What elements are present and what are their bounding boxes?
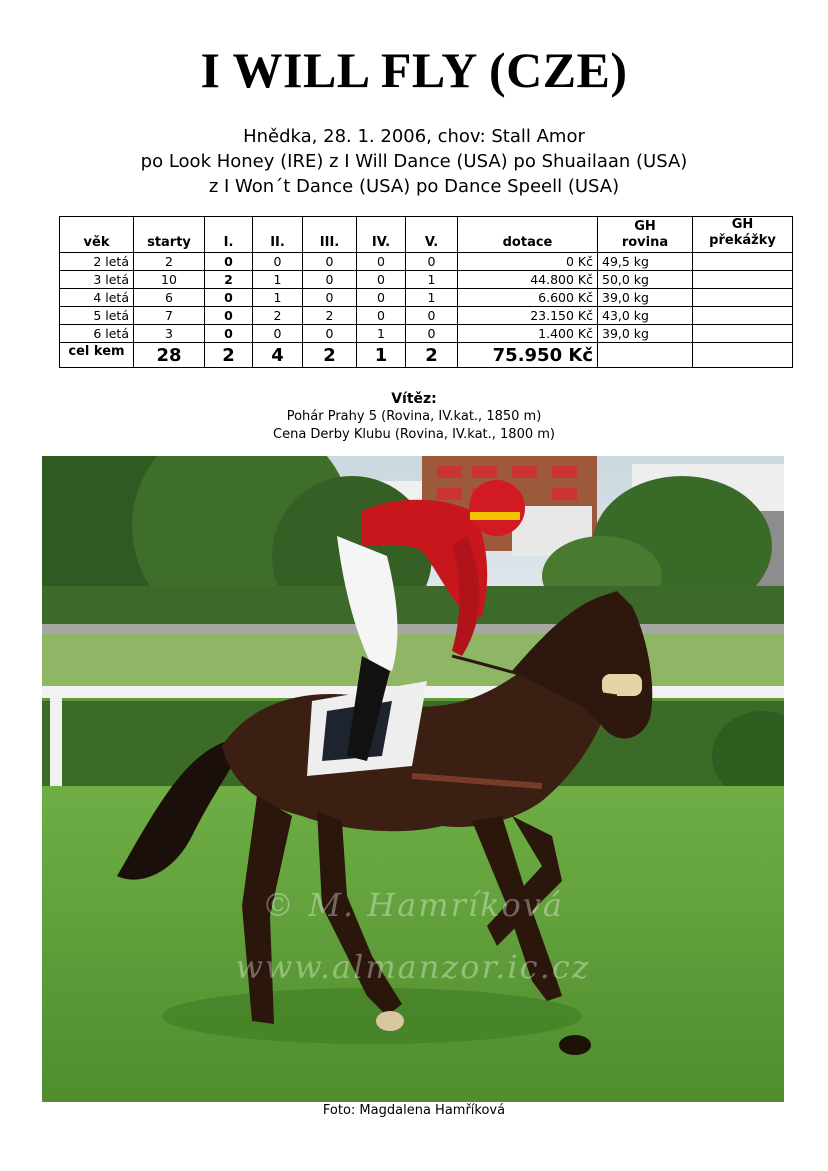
table-row [60, 325, 793, 343]
cell-third: 0 [303, 253, 357, 271]
watermark-copyright: © M. Hamríková [262, 886, 564, 924]
cell-age: 3 letá [60, 271, 134, 289]
table-row [60, 271, 793, 289]
cell-first: 0 [205, 325, 253, 343]
cell-gh-flat: 49,5 kg [598, 253, 693, 271]
horse-info-line-2: po Look Honey (IRE) z I Will Dance (USA) po Shuailaan (USA) [140, 151, 688, 172]
col-header-fifth: V. [406, 217, 458, 253]
cell-second: 0 [253, 325, 303, 343]
cell-second: 1 [253, 289, 303, 307]
col-header-prize: dotace [458, 217, 598, 253]
cell-third: 0 [303, 271, 357, 289]
photo-caption: Foto: Magdalena Hamříková [322, 1103, 506, 1118]
gh-jumps-line-1: GH [731, 217, 754, 232]
cell-starts: 10 [134, 271, 205, 289]
horse-info [0, 124, 828, 199]
horse-name: I WILL FLY (CZE) [200, 42, 628, 98]
total-prize: 75.950 Kč [458, 343, 598, 368]
horse-photo [42, 456, 784, 1102]
total-gh-jumps [693, 343, 793, 368]
gh-flat-line-2: rovina [621, 235, 669, 250]
col-header-starts: starty [134, 217, 205, 253]
watermark-url: www.almanzor.ic.cz [235, 948, 591, 986]
col-header-first: I. [205, 217, 253, 253]
cell-fifth: 1 [406, 271, 458, 289]
total-first: 2 [205, 343, 253, 368]
cell-gh-flat: 39,0 kg [598, 289, 693, 307]
cell-prize: 23.150 Kč [458, 307, 598, 325]
cell-fifth: 0 [406, 325, 458, 343]
cell-gh-jumps [693, 289, 793, 307]
total-second: 4 [253, 343, 303, 368]
cell-starts: 7 [134, 307, 205, 325]
cell-first: 2 [205, 271, 253, 289]
cell-gh-jumps [693, 271, 793, 289]
cell-fourth: 0 [357, 289, 406, 307]
total-third: 2 [303, 343, 357, 368]
cell-gh-jumps [693, 325, 793, 343]
cell-second: 0 [253, 253, 303, 271]
cell-fifth: 1 [406, 289, 458, 307]
gh-flat-line-1: GH [634, 219, 656, 234]
cell-starts: 6 [134, 289, 205, 307]
col-header-fourth: IV. [357, 217, 406, 253]
cell-prize: 44.800 Kč [458, 271, 598, 289]
cell-third: 2 [303, 307, 357, 325]
cell-second: 2 [253, 307, 303, 325]
table-row [60, 307, 793, 325]
cell-first: 0 [205, 289, 253, 307]
race-stats-table [59, 216, 793, 368]
col-header-gh-flat [598, 217, 693, 253]
col-header-second: II. [253, 217, 303, 253]
horse-info-line-3: z I Won´t Dance (USA) po Dance Speell (USA) [208, 176, 620, 197]
cell-gh-jumps [693, 253, 793, 271]
col-header-third: III. [303, 217, 357, 253]
winner-race-1: Pohár Prahy 5 (Rovina, IV.kat., 1850 m) [286, 409, 542, 424]
total-fifth: 2 [406, 343, 458, 368]
cell-prize: 0 Kč [458, 253, 598, 271]
cell-third: 0 [303, 325, 357, 343]
cell-starts: 3 [134, 325, 205, 343]
gh-jumps-line-2: překážky [709, 233, 776, 248]
cell-fourth: 0 [357, 307, 406, 325]
cell-prize: 6.600 Kč [458, 289, 598, 307]
cell-fifth: 0 [406, 307, 458, 325]
total-gh-flat [598, 343, 693, 368]
horse-info-line-1: Hnědka, 28. 1. 2006, chov: Stall Amor [243, 126, 585, 147]
cell-age: 5 letá [60, 307, 134, 325]
col-header-gh-jumps [693, 217, 793, 253]
table-row [60, 253, 793, 271]
table-total-row [60, 343, 793, 368]
cell-fourth: 0 [357, 271, 406, 289]
cell-gh-flat: 50,0 kg [598, 271, 693, 289]
cell-age: 6 letá [60, 325, 134, 343]
col-header-age: věk [60, 217, 134, 253]
cell-prize: 1.400 Kč [458, 325, 598, 343]
cell-second: 1 [253, 271, 303, 289]
table-header-row [60, 217, 793, 253]
cell-first: 0 [205, 253, 253, 271]
total-age: cel kem [60, 343, 134, 368]
total-fourth: 1 [357, 343, 406, 368]
cell-fifth: 0 [406, 253, 458, 271]
winner-section [0, 390, 828, 444]
total-starts: 28 [134, 343, 205, 368]
cell-age: 4 letá [60, 289, 134, 307]
horse-photo-illustration [42, 456, 784, 1102]
cell-third: 0 [303, 289, 357, 307]
cell-fourth: 0 [357, 253, 406, 271]
cell-gh-jumps [693, 307, 793, 325]
table-row [60, 289, 793, 307]
cell-first: 0 [205, 307, 253, 325]
winner-heading: Vítěz: [391, 391, 437, 407]
cell-gh-flat: 39,0 kg [598, 325, 693, 343]
cell-gh-flat: 43,0 kg [598, 307, 693, 325]
cell-starts: 2 [134, 253, 205, 271]
cell-age: 2 letá [60, 253, 134, 271]
winner-race-2: Cena Derby Klubu (Rovina, IV.kat., 1800 m) [273, 427, 555, 442]
cell-fourth: 1 [357, 325, 406, 343]
